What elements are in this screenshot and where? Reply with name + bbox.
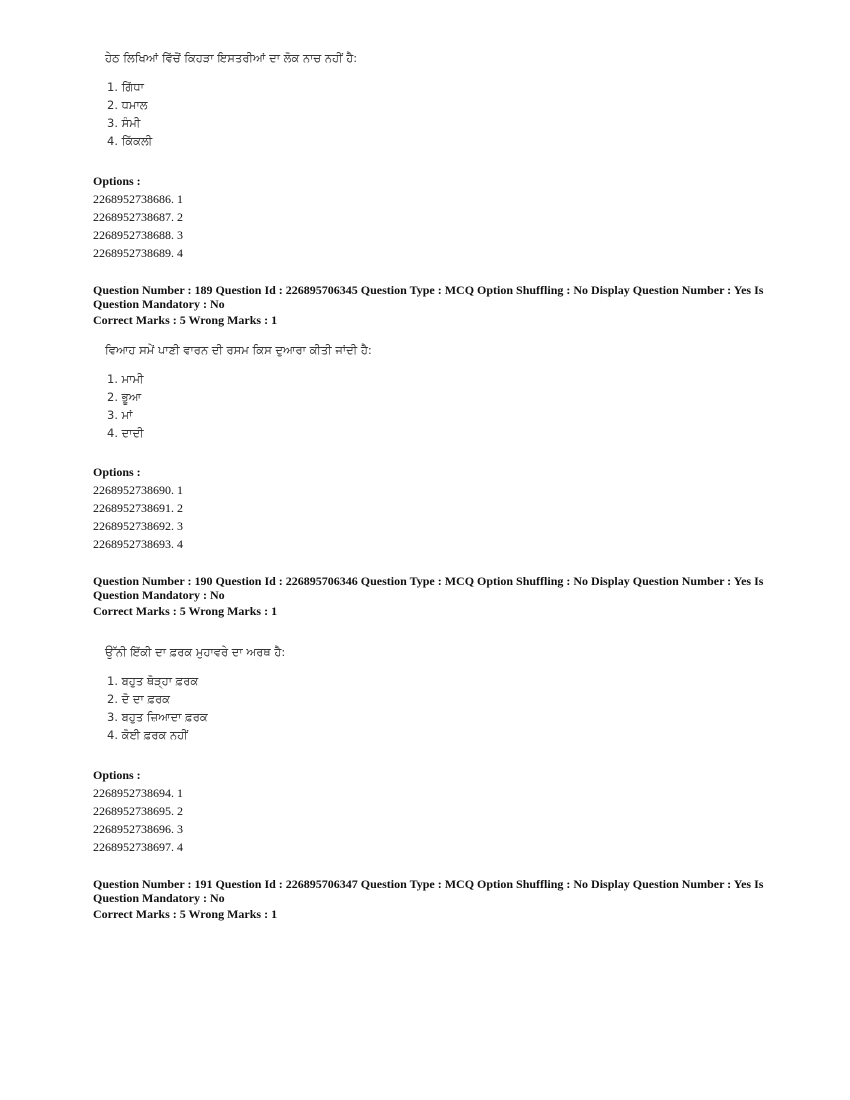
question-meta: Question Number : 190 Question Id : 226895706346 Question Type : MCQ Option Shuffling : No Display Question Number : Yes Is Question Mandatory : No (93, 574, 764, 602)
question-marks: Correct Marks : 5 Wrong Marks : 1 (93, 313, 278, 327)
options-label: Options : (93, 465, 141, 479)
option-id-item: 2268952738686. 1 (93, 192, 183, 206)
option-id-list (93, 481, 773, 553)
question-190 (93, 644, 773, 744)
choice-item: 4. ਕਿੱਕਲੀ (107, 134, 153, 148)
choice-item: 1. ਗਿੱਧਾ (107, 80, 144, 94)
option-id-item: 2268952738687. 2 (93, 210, 183, 224)
option-id-item: 2268952738693. 4 (93, 537, 183, 551)
option-id-item: 2268952738694. 1 (93, 786, 183, 800)
question-marks: Correct Marks : 5 Wrong Marks : 1 (93, 907, 278, 921)
choice-item: 3. ਮਾਂ (107, 408, 133, 422)
question-188 (93, 50, 773, 150)
choice-item: 1. ਬਹੁਤ ਥੋੜ੍ਹਾ ਫ਼ਰਕ (107, 674, 199, 688)
option-id-list (93, 190, 773, 262)
question-text: ਹੇਠ ਲਿਖਿਆਂ ਵਿੱਚੋਂ ਕਿਹੜਾ ਇਸਤਰੀਆਂ ਦਾ ਲੋਕ ਨਾਚ ਨਹੀਂ ਹੈ: (105, 51, 358, 65)
option-id-item: 2268952738690. 1 (93, 483, 183, 497)
options-188 (93, 172, 773, 262)
options-189 (93, 463, 773, 553)
option-id-item: 2268952738692. 3 (93, 519, 183, 533)
option-id-item: 2268952738697. 4 (93, 840, 183, 854)
question-text: ਉੱਨੀ ਇੱਕੀ ਦਾ ਫ਼ਰਕ ਮੁਹਾਵਰੇ ਦਾ ਅਰਥ ਹੈ: (105, 645, 286, 659)
options-label: Options : (93, 768, 141, 782)
choice-item: 4. ਦਾਦੀ (107, 426, 144, 440)
choice-item: 3. ਬਹੁਤ ਜ਼ਿਆਦਾ ਫ਼ਰਕ (107, 710, 208, 724)
choice-item: 2. ਦੋ ਦਾ ਫ਼ਰਕ (107, 692, 170, 706)
question-189-header (93, 283, 773, 328)
option-id-item: 2268952738691. 2 (93, 501, 183, 515)
choice-item: 1. ਮਾਮੀ (107, 372, 144, 386)
option-id-list (93, 784, 773, 856)
choice-list (107, 78, 773, 150)
question-text: ਵਿਆਹ ਸਮੇਂ ਪਾਣੀ ਵਾਰਨ ਦੀ ਰਸਮ ਕਿਸ ਦੁਆਰਾ ਕੀਤੀ ਜਾਂਦੀ ਹੈ: (105, 343, 372, 357)
question-marks: Correct Marks : 5 Wrong Marks : 1 (93, 604, 278, 618)
choice-list (107, 370, 773, 442)
choice-item: 2. ਭੂਆ (107, 390, 142, 404)
choice-list (107, 672, 773, 744)
question-meta: Question Number : 191 Question Id : 226895706347 Question Type : MCQ Option Shuffling : No Display Question Number : Yes Is Question Mandatory : No (93, 877, 764, 905)
question-190-header (93, 574, 773, 619)
question-191-header (93, 877, 773, 922)
question-189 (93, 342, 773, 442)
option-id-item: 2268952738695. 2 (93, 804, 183, 818)
option-id-item: 2268952738689. 4 (93, 246, 183, 260)
choice-item: 4. ਕੋਈ ਫ਼ਰਕ ਨਹੀਂ (107, 728, 188, 742)
choice-item: 2. ਧਮਾਲ (107, 98, 148, 112)
choice-item: 3. ਸੰਮੀ (107, 116, 141, 130)
option-id-item: 2268952738688. 3 (93, 228, 183, 242)
question-meta: Question Number : 189 Question Id : 226895706345 Question Type : MCQ Option Shuffling : No Display Question Number : Yes Is Question Mandatory : No (93, 283, 764, 311)
option-id-item: 2268952738696. 3 (93, 822, 183, 836)
options-label: Options : (93, 174, 141, 188)
options-190 (93, 766, 773, 856)
